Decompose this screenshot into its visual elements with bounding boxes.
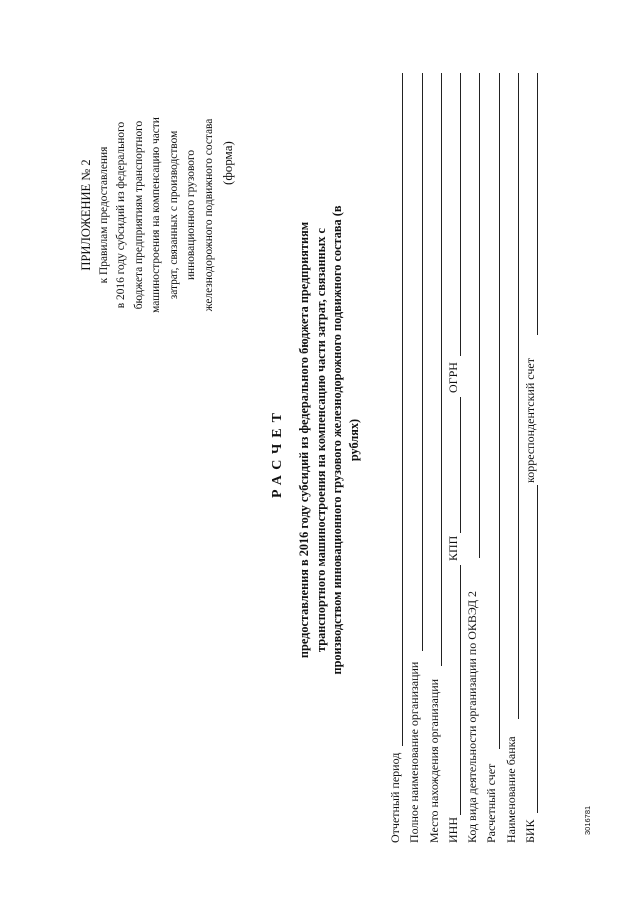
- field-label-bik: БИК: [523, 819, 538, 843]
- appendix-line: бюджета предприятиям транспортного: [132, 120, 145, 310]
- field-row-bank: [502, 73, 521, 843]
- field-label-period: Отчетный период: [388, 752, 402, 843]
- field-input-account[interactable]: [499, 73, 500, 749]
- field-input-corr-account[interactable]: [537, 73, 538, 335]
- field-label-kpp: КПП: [445, 535, 460, 561]
- field-row-full-name: [405, 73, 424, 843]
- appendix-number: ПРИЛОЖЕНИЕ № 2: [79, 159, 93, 271]
- document-number: 3016781: [583, 805, 592, 835]
- field-input-location[interactable]: [441, 73, 442, 666]
- appendix-header: [78, 85, 218, 345]
- field-label-okved: Код вида деятельности организации по ОКВЭД 2: [465, 591, 480, 843]
- field-input-inn[interactable]: [460, 565, 461, 815]
- field-input-ogrn[interactable]: [460, 73, 461, 356]
- appendix-line: к Правилам предоставления: [97, 146, 110, 284]
- field-label-bank: Наименование банка: [503, 736, 518, 843]
- field-row-period: [386, 73, 405, 843]
- appendix-line: машиностроения на компенсацию части: [150, 117, 162, 313]
- field-label-ogrn: ОГРН: [445, 362, 460, 393]
- field-label-corr-account: корреспондентский счет: [523, 358, 538, 483]
- appendix-line: в 2016 году субсидий из федерального: [115, 121, 127, 309]
- field-label-full-name: Полное наименование организации: [407, 661, 422, 843]
- field-label-location: Место нахождения организации: [426, 678, 441, 843]
- field-label-account: Расчетный счет: [484, 763, 499, 843]
- appendix-line: железнодорожного подвижного состава: [202, 118, 215, 312]
- field-row-bik-corr: [521, 73, 540, 843]
- field-input-bik[interactable]: [537, 485, 538, 813]
- forma-label: (форма): [220, 141, 235, 185]
- field-row-okved: [463, 73, 482, 843]
- field-row-location: [425, 73, 444, 843]
- form-fields: [386, 73, 540, 843]
- field-input-kpp[interactable]: [460, 397, 461, 533]
- field-input-period[interactable]: [402, 73, 403, 746]
- field-input-okved[interactable]: [479, 73, 480, 558]
- appendix-line: инновационного грузового: [185, 149, 197, 281]
- field-row-account: [482, 73, 501, 843]
- field-label-inn: ИНН: [445, 817, 460, 843]
- appendix-line: затрат, связанных с производством: [167, 130, 180, 300]
- document-title: РАСЧЕТ: [270, 407, 285, 498]
- field-input-bank[interactable]: [518, 73, 519, 719]
- field-input-full-name[interactable]: [422, 73, 423, 651]
- field-row-inn-kpp-ogrn: [444, 73, 463, 843]
- document-subtitle: предоставления в 2016 году субсидий из федерального бюджета предприятиям транспортного машиностроения на компенсацию части затрат, связанных с производством инновационного грузового железнодорожного подвижного состава (в рублях): [297, 205, 361, 675]
